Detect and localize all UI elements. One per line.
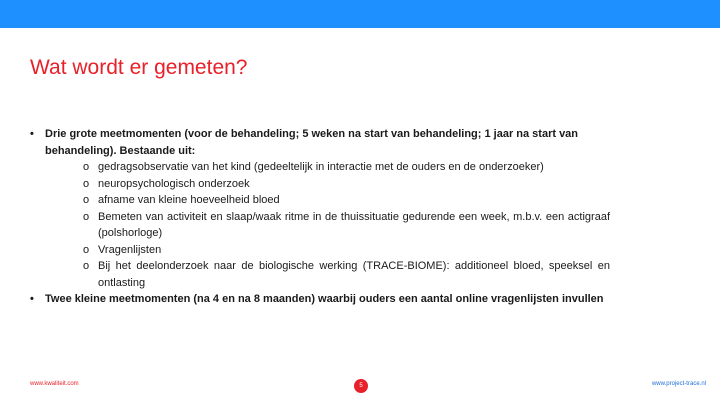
sub-text: Bij het deelonderzoek naar de biologische werking (TRACE-BIOME): additioneel bloed, speeksel en ontlasting (98, 260, 610, 289)
sub-text: Vragenlijsten (98, 243, 162, 256)
slide-title: Wat wordt er gemeten? (30, 56, 248, 79)
bullet-item (30, 291, 610, 308)
sub-mark: o (83, 177, 90, 190)
sub-item (30, 258, 610, 291)
sub-mark: o (83, 210, 90, 223)
top-bar (0, 0, 720, 28)
bullet-mark: • (30, 128, 34, 140)
bullet-item (30, 126, 610, 159)
sub-text: neuropsychologisch onderzoek (98, 177, 250, 190)
bullet-text: Twee kleine meetmomenten (na 4 en na 8 maanden) waarbij ouders een aantal online vragenlijsten invullen (45, 293, 604, 305)
sub-text: gedragsobservatie van het kind (gedeeltelijk in interactie met de ouders en de onderzoeker) (98, 161, 544, 173)
sub-mark: o (83, 260, 90, 272)
sub-text: Bemeten van activiteit en slaap/waak ritme in de thuissituatie gedurende een week, m.b.v. een actigraaf (polshorloge) (98, 210, 610, 239)
sub-mark: o (83, 243, 90, 256)
sub-item (30, 209, 610, 242)
page-number-badge: 5 (354, 379, 368, 393)
sub-mark: o (83, 161, 90, 173)
sub-item (30, 159, 610, 176)
sub-mark: o (83, 194, 90, 206)
footer-project-link[interactable]: www.project-trace.nl (651, 381, 706, 387)
sub-item (30, 242, 610, 259)
sub-item (30, 176, 610, 193)
sub-item (30, 192, 610, 209)
slide-content (30, 126, 610, 308)
sub-text: afname van kleine hoeveelheid bloed (98, 194, 280, 206)
bullet-text: Drie grote meetmomenten (voor de behandeling; 5 weken na start van behandeling; 1 jaar na start van behandeling). Bestaande uit: (45, 128, 579, 157)
bullet-mark: • (30, 293, 34, 305)
footer-website-link[interactable]: www.kwaliteit.com (30, 381, 79, 387)
